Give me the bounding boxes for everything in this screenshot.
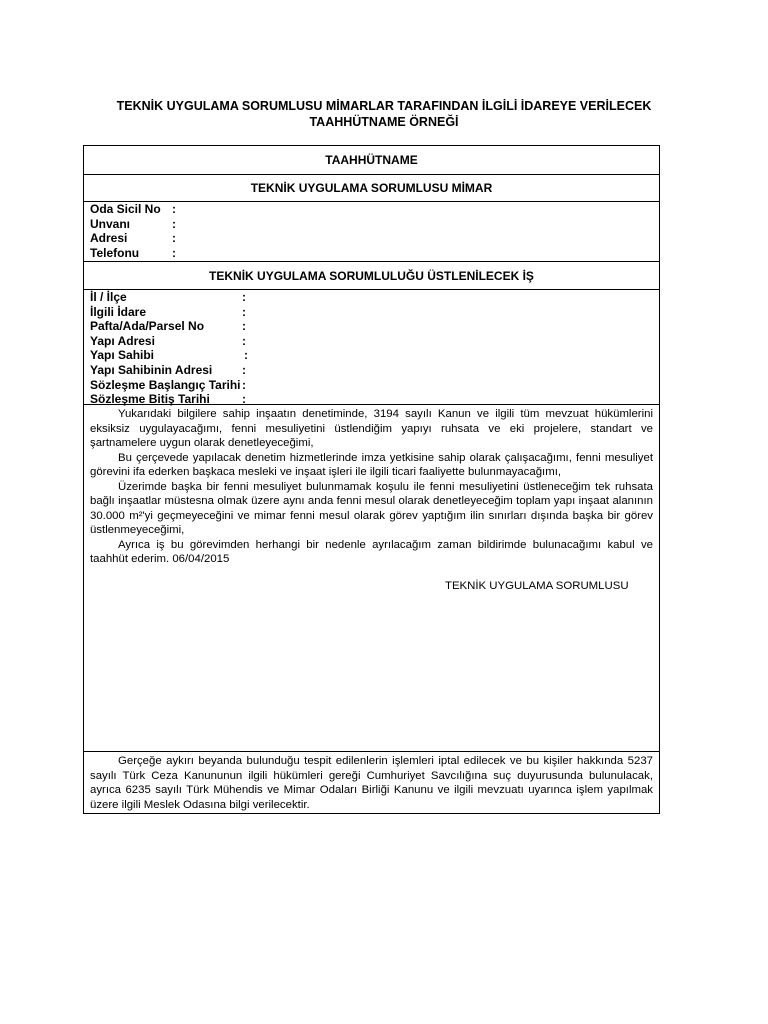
commitment-section [84,404,659,757]
field-row-unvani [84,217,659,232]
field-colon: : [242,377,246,392]
field-label: Adresi [90,231,128,246]
footer-note-section [84,751,659,813]
field-row-sozlesme-baslangic [84,378,659,393]
architect-section-title-band [84,174,659,201]
architect-fields [84,201,659,261]
commitment-paragraph-3: Üzerimde başka bir fenni mesuliyet bulunmamak koşulu ile fenni mesuliyetini üstleneceğim tek ruhsata bağlı inşaatlar müstesna olmak üzere aynı anda fenni mesul olarak denetleyeceğim toplam yapı inşaat alanının 30.000 m²'yi geçmeyeceğini ve mimar fenni mesul olarak görev yaptığım ilin sınırları dışında başka bir görev üstlenmeyeceğimi, [90,480,653,536]
field-colon: : [242,362,246,377]
job-section-title: TEKNİK UYGULAMA SORUMLULUĞU ÜSTLENİLECEK İŞ [209,268,534,283]
footer-note [84,754,659,812]
field-colon: : [242,304,246,319]
field-colon: : [242,319,246,334]
heading-line-1: TEKNİK UYGULAMA SORUMLUSU MİMARLAR TARAFINDAN İLGİLİ İDAREYE VERİLECEK [116,99,652,113]
field-label: Yapı Sahibinin Adresi [90,362,213,377]
job-section-title-band [84,261,659,289]
field-label: Telefonu [90,245,140,260]
architect-section-title: TEKNİK UYGULAMA SORUMLUSU MİMAR [250,181,493,195]
field-colon: : [242,392,246,407]
commitment-paragraph-1: Yukarıdaki bilgilere sahip inşaatın denetiminde, 3194 sayılı Kanun ve ilgili tüm mevzuat hükümlerini eksiksiz uygulayacağımı, fenni mesuliyetini üstlendiğim yapıyı ruhsata ve eki projelere, standart ve şartnamelere uygun olarak denetleyeceğimi, [90,408,653,449]
field-label: Sözleşme Başlangıç Tarihi [90,377,241,392]
field-colon: : [172,202,176,216]
commitment-form [83,145,660,814]
field-colon: : [242,333,246,348]
heading-line-2: TAAHHÜTNAME ÖRNEĞİ [309,115,459,129]
form-title: TAAHHÜTNAME [325,153,418,167]
field-label: Pafta/Ada/Parsel No [90,319,205,334]
field-label: İlgili İdare [90,304,147,319]
commitment-paragraph-2: Bu çerçevede yapılacak denetim hizmetlerinde imza yetkisine sahip olarak çalışacağımı, fenni mesuliyet görevini ifa ederken başkaca mesleki ve inşaat işleri ile ilgili ticari faaliyette bulunmayacağımı, [90,451,653,478]
field-row-ilgili-idare [84,305,659,320]
field-label: Unvanı [90,216,131,231]
field-label: Oda Sicil No [90,202,161,216]
signature-label: TEKNİK UYGULAMA SORUMLUSU [445,580,629,592]
field-colon: : [172,216,176,231]
field-label: Yapı Adresi [90,333,155,348]
form-title-band [84,146,659,174]
field-colon: : [172,231,176,246]
commitment-paragraph-4: Ayrıca iş bu görevimden herhangi bir nedenle ayrılacağım zaman bildirimde bulunacağımı kabul ve taahhüt ederim. 06/04/2015 [90,538,653,565]
field-label: Sözleşme Bitiş Tarihi [90,392,210,407]
field-row-oda-sicil-no [84,202,659,217]
field-colon: : [242,290,246,304]
commitment-text [84,407,659,567]
field-colon: : [172,245,176,260]
job-fields [84,289,659,407]
field-row-yapi-adresi [84,334,659,349]
document-heading [0,98,768,130]
field-row-adresi [84,231,659,246]
field-row-yapi-sahibi [84,348,659,363]
field-row-telefonu [84,246,659,261]
field-label: Yapı Sahibi [90,348,155,363]
field-row-il-ilce [84,290,659,305]
field-label: İl / İlçe [90,290,127,304]
footer-note-text: Gerçeğe aykırı beyanda bulunduğu tespit edilenlerin işlemleri iptal edilecek ve bu kişiler hakkında 5237 sayılı Türk Ceza Kanununun ilgili hükümleri gereği Cumhuriyet Savcılığına suç duyurusunda bulunulacak, ayrıca 6235 sayılı Türk Mühendis ve Mimar Odaları Birliği Kanunu ve ilgili mevzuatı uyarınca işlem yapılmak üzere ilgili Meslek Odasına bilgi verilecektir. [90,755,653,811]
field-row-pafta-ada-parsel [84,319,659,334]
field-row-yapi-sahibinin-adresi [84,363,659,378]
field-colon: : [244,348,248,363]
